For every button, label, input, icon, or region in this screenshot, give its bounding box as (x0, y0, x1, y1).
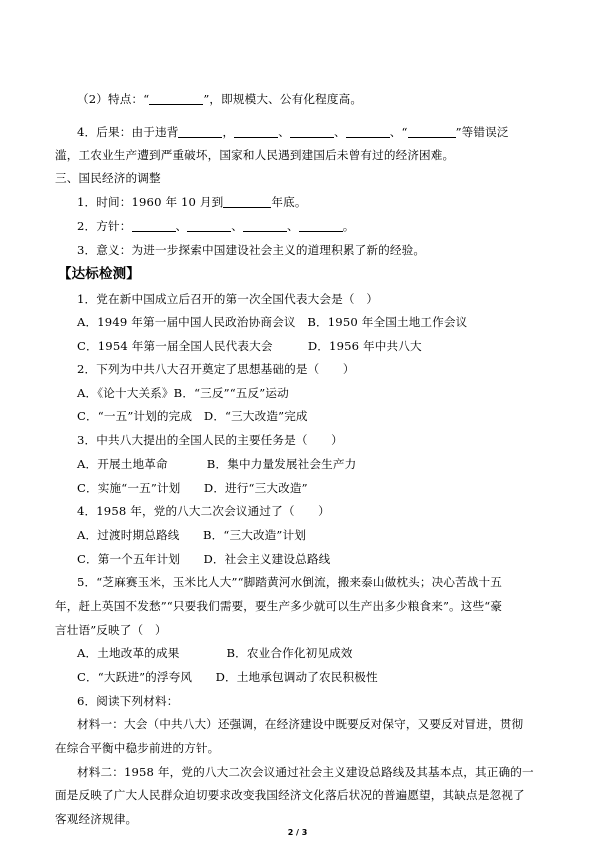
adjust-policy-line (77, 218, 355, 234)
question-1-option-ab[interactable]: A．1949 年第一届中国人民政治协商会议 B．1950 年全国土地工作会议 (77, 315, 468, 329)
time-label: 1．时间：1960 年 10 月到 (77, 195, 224, 209)
question-3-option-cd[interactable]: C．实施“一五”计划 D．进行“三大改造” (77, 481, 308, 495)
assessment-heading: 【达标检测】 (58, 266, 140, 282)
adjust-time-line (77, 194, 307, 210)
separator: ， (222, 125, 235, 139)
fill-blank[interactable] (346, 125, 390, 138)
fill-blank[interactable] (408, 125, 456, 138)
question-1-stem: 1．党在新中国成立后召开的第一次全国代表大会是（ ） (77, 292, 379, 306)
material-2-line-3: 客观经济规律。 (55, 812, 138, 826)
separator: 、 (231, 219, 244, 233)
material-1-line-2: 在综合平衡中稳步前进的方针。 (55, 741, 220, 755)
fill-blank[interactable] (290, 125, 334, 138)
policy-label: 2．方针： (77, 219, 132, 233)
feature-rest: ”，即规模大、公有化程度高。 (203, 92, 363, 106)
policy-end: 。 (342, 219, 355, 233)
fill-blank[interactable] (149, 92, 203, 105)
quote-open: “ (401, 125, 408, 139)
feature-label: （2）特点：“ (77, 92, 150, 106)
question-3-option-ab[interactable]: A．开展土地革命 B．集中力量发展社会生产力 (77, 457, 357, 471)
page-number: 2 / 3 (287, 828, 308, 837)
separator: 、 (175, 219, 188, 233)
material-2-line-1: 材料二：1958 年，党的八大二次会议通过社会主义建设总路线及其基本点，其正确的一 (77, 765, 534, 779)
fill-blank[interactable] (223, 195, 271, 208)
separator: 、 (287, 219, 299, 233)
consequence-label: 4．后果：由于违背 (77, 125, 179, 139)
material-1-line-1: 材料一：大会（中共八大）还强调，在经济建设中既要反对保守，又要反对冒进，贯彻 (77, 717, 524, 731)
fill-blank[interactable] (243, 219, 287, 232)
question-2-option-cd[interactable]: C．“一五”计划的完成 D．“三大改造”完成 (77, 409, 308, 423)
fill-blank[interactable] (234, 125, 278, 138)
question-4-option-cd[interactable]: C．第一个五年计划 D．社会主义建设总路线 (77, 552, 331, 566)
time-rest: 年底。 (271, 195, 307, 209)
fill-blank[interactable] (299, 219, 343, 232)
fill-blank[interactable] (187, 219, 231, 232)
section-title-adjust: 三、国民经济的调整 (55, 171, 161, 185)
fill-blank[interactable] (178, 125, 222, 138)
separator: 、 (278, 125, 290, 139)
consequence-line-2: 滥，工农业生产遭到严重破坏，国家和人民遇到建国后未曾有过的经济困难。 (55, 148, 455, 162)
question-1-option-cd[interactable]: C．1954 年第一届全国人民代表大会 D．1956 年中共八大 (77, 339, 422, 353)
feature-line (77, 91, 362, 107)
question-6-stem: 6．阅读下列材料： (77, 694, 179, 708)
consequence-line (77, 124, 509, 140)
question-5-option-ab[interactable]: A．土地改革的成果 B．农业合作化初见成效 (77, 646, 353, 660)
question-5-stem-line-1: 5．“芝麻赛玉米，玉米比人大”“脚踏黄河水倒流，搬来泰山做枕头；决心苦战十五 (77, 575, 503, 589)
question-2-stem: 2．下列为中共八大召开奠定了思想基础的是（ ） (77, 362, 355, 376)
question-5-stem-line-2: 年，赶上英国不发愁”“只要我们需要，要生产多少就可以生产出多少粮食来”。这些“豪 (55, 599, 503, 613)
question-4-stem: 4．1958 年，党的八大二次会议通过了（ ） (77, 504, 330, 518)
question-4-option-ab[interactable]: A．过渡时期总路线 B．“三大改造”计划 (77, 528, 306, 542)
question-3-stem: 3．中共八大提出的全国人民的主要任务是（ ） (77, 433, 343, 447)
consequence-rest: ”等错误泛 (455, 125, 509, 139)
adjust-meaning-line: 3．意义：为进一步探索中国建设社会主义的道理积累了新的经验。 (77, 243, 426, 257)
fill-blank[interactable] (132, 219, 176, 232)
separator: 、 (389, 125, 402, 139)
question-2-option-ab[interactable]: A．《论十大关系》B．“三反”“五反”运动 (77, 386, 289, 400)
question-5-option-cd[interactable]: C．“大跃进”的浮夸风 D．土地承包调动了农民积极性 (77, 670, 378, 684)
question-5-stem-line-3: 言壮语”反映了（ ） (55, 623, 167, 637)
separator: 、 (333, 125, 346, 139)
material-2-line-2: 面是反映了广大人民群众迫切要求改变我国经济文化落后状况的普遍愿望，其缺点是忽视了 (55, 788, 525, 802)
